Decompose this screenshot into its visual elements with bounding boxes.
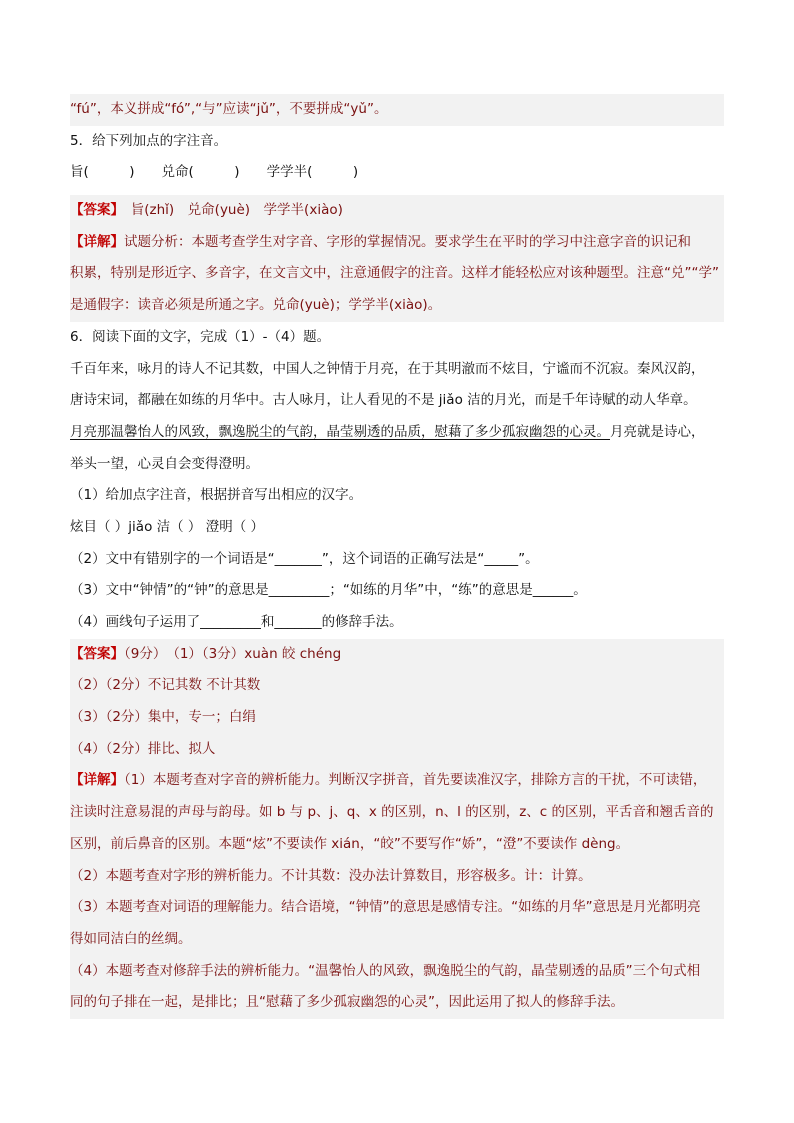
prev-detail-line: “fú”，本义拼成“fó”,“与”应读“jǔ”，不要拼成“yǔ”。 — [70, 94, 724, 126]
q6-sub3: （3）文中“钟情”的“钟”的意思是_________；“如练的月华”中，“练”的意思是______。 — [70, 582, 587, 599]
q6-passage-line2: 唐诗宋词，都融在如练的月华中。古人咏月，让人看见的不是 jiǎo 洁的月光，而是千年诗赋的动人华章。 — [70, 392, 697, 409]
content-column — [70, 94, 724, 1019]
q5-stem: 5．给下列加点的字注音。 — [70, 132, 228, 149]
q6-detail-line3: 区别，前后鼻音的区别。本题“炫”不要读作 xián，“皎”不要写作“娇”，“澄”不要读作 dèng。 — [70, 829, 724, 861]
detail-tag: 【详解】 — [70, 233, 124, 250]
q6-answer-line4: （4）（2分）排比、拟人 — [70, 734, 724, 766]
detail-tag: 【详解】 — [70, 772, 124, 789]
answer-tag: 【答案】 — [70, 645, 124, 662]
q5-answer-text: 旨(zhǐ) 兑命(yuè) 学学半(xiào) — [117, 202, 343, 219]
q6-detail-line2: 注读时注意易混的声母与韵母。如 b 与 p、j、q、x 的区别，n、l 的区别，z、c 的区别，平舌音和翘舌音的 — [70, 797, 724, 829]
q6-sub1: （1）给加点字注音，根据拼音写出相应的汉字。 — [70, 487, 363, 504]
q6-sub1-items: 炫目（ ）jiǎo 洁（ ） 澄明（ ） — [70, 518, 264, 535]
q6-sub2: （2）文中有错别字的一个词语是“_______”，这个词语的正确写法是“_____”。 — [70, 550, 539, 567]
q6-stem: 6．阅读下面的文字，完成（1）-（4）题。 — [70, 328, 331, 345]
q6-detail-line1: 【详解】（1）本题考查对字音的辨析能力。判断汉字拼音，首先要读准汉字，排除方言的干扰，不可读错， — [70, 765, 724, 797]
q5-detail-line1: 【详解】试题分析：本题考查学生对字音、字形的掌握情况。要求学生在平时的学习中注意字音的识记和 — [70, 227, 724, 259]
q6-answer-line3: （3）（2分）集中，专一；白绢 — [70, 702, 724, 734]
q5-items: 旨( ) 兑命( ) 学学半( ) — [70, 164, 359, 181]
q6-sub4: （4）画线句子运用了_________和_______的修辞手法。 — [70, 614, 403, 630]
q5-detail-line3: 是通假字：读音必须是所通之字。兑命(yuè)；学学半(xiào)。 — [70, 290, 724, 322]
q6-detail-line5: （3）本题考查对词语的理解能力。结合语境，“钟情”的意思是感情专注。“如练的月华”意思是月光都明亮 — [70, 892, 724, 924]
q6-passage-line4: 举头一望，心灵自会变得澄明。 — [70, 455, 259, 472]
q6-detail-line7: （4）本题考查对修辞手法的辨析能力。“温馨怡人的风致，飘逸脱尘的气韵，晶莹剔透的品质”三个句式相 — [70, 956, 724, 988]
answer-tag: 【答案】 — [70, 202, 118, 219]
q6-answer-line1: 【答案】（9分） （1）（3分）xuàn 皎 chéng — [70, 639, 724, 671]
q5-answer — [70, 195, 724, 227]
q6-passage-line3: 月亮那温馨怡人的风致，飘逸脱尘的气韵，晶莹剔透的品质，慰藉了多少孤寂幽怨的心灵。月亮就是诗心， — [70, 423, 705, 440]
q6-detail-line8: 同的句子排在一起，是排比；且“慰藉了多少孤寂幽怨的心灵”，因此运用了拟人的修辞手法。 — [70, 987, 724, 1019]
q6-detail-line6: 得如同洁白的丝绸。 — [70, 924, 724, 956]
q6-detail-line4: （2）本题考查对字形的辨析能力。不计其数：没办法计算数目，形容极多。计：计算。 — [70, 861, 724, 893]
underlined-sentence: 月亮那温馨怡人的风致，飘逸脱尘的气韵，晶莹剔透的品质，慰藉了多少孤寂幽怨的心灵。 — [70, 423, 610, 440]
q5-detail-line2: 积累，特别是形近字、多音字，在文言文中，注意通假字的注音。这样才能轻松应对该种题型。注意“兑”“学” — [70, 258, 724, 290]
q6-answer-line2: （2）（2分）不记其数 不计其数 — [70, 670, 724, 702]
q6-passage-line1: 千百年来，咏月的诗人不记其数，中国人之钟情于月亮，在于其明澈而不炫目，宁谧而不沉寂。秦风汉韵， — [70, 360, 705, 377]
